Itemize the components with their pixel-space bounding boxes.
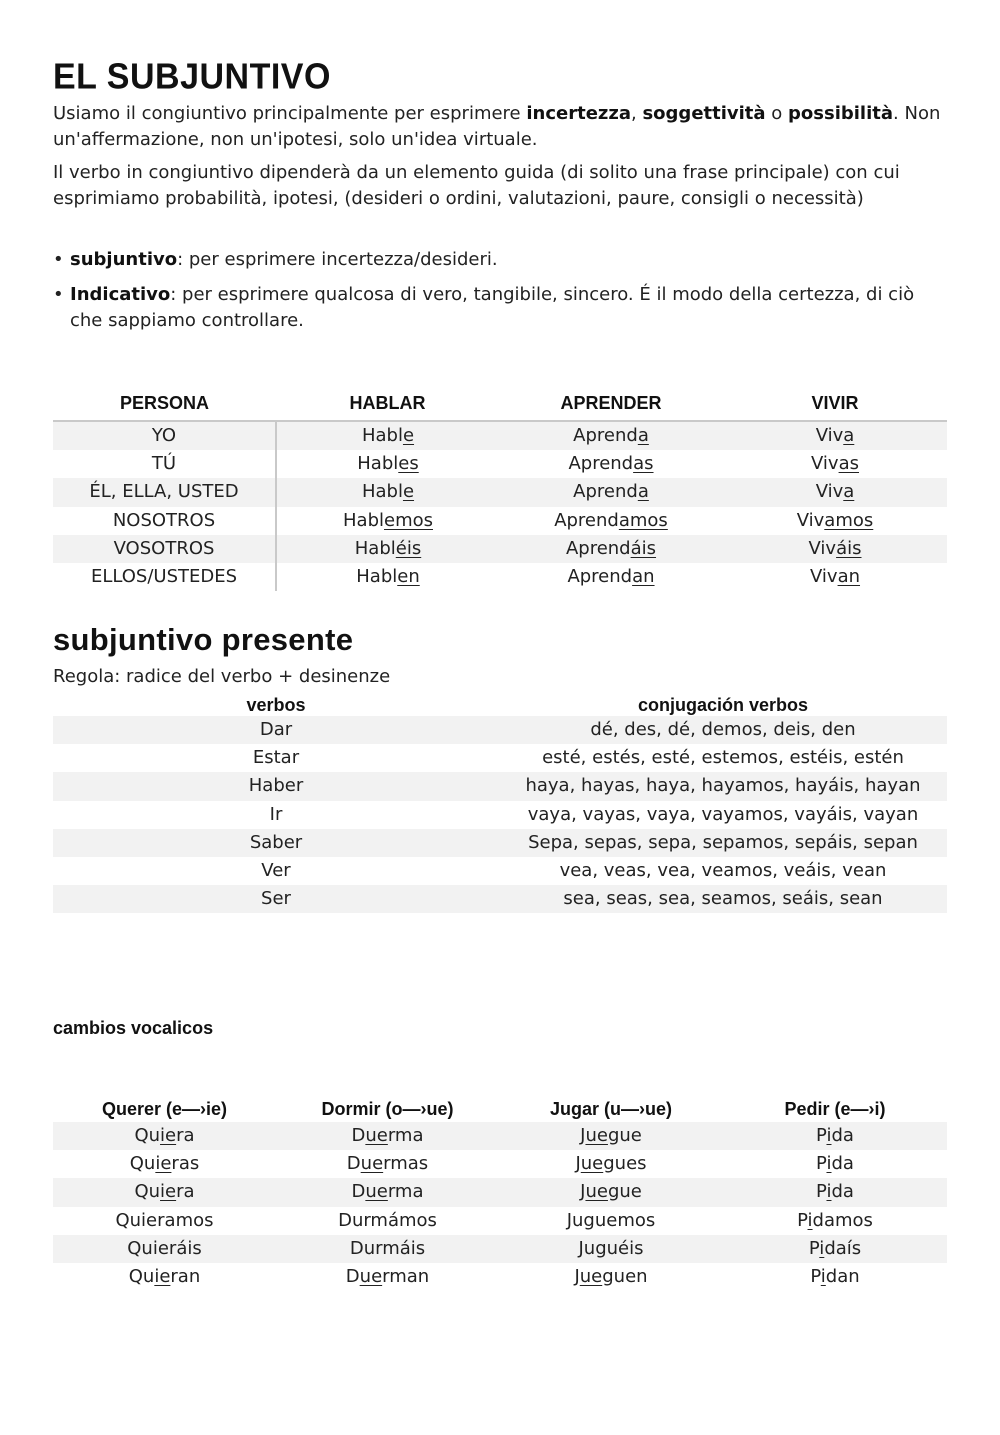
table-row [53, 1178, 947, 1206]
verb-ending: an [837, 566, 861, 588]
changed-vowel: i [807, 1209, 813, 1231]
col-header-verbos: verbos [246, 695, 306, 715]
word-part: rma [387, 1125, 424, 1147]
vowel-change-cell [276, 1263, 499, 1291]
persona-cell: YO [53, 421, 276, 450]
bullet-term: subjuntivo [70, 249, 178, 270]
conjugation-cell: haya, hayas, haya, hayamos, hayáis, hayan [499, 772, 947, 800]
vowel-change-cell [53, 1235, 276, 1263]
persona-cell: ÉL, ELLA, USTED [53, 478, 276, 506]
conjugation-cell [276, 450, 499, 478]
vowel-change-cell [723, 1178, 947, 1206]
table-row [53, 1207, 947, 1235]
verb-stem: Aprend [573, 425, 638, 447]
verb-cell: Haber [53, 772, 499, 800]
changed-vowel: ue [360, 1153, 384, 1175]
word-part: gue [607, 1181, 642, 1203]
word-part: gue [607, 1125, 642, 1147]
verb-cell: Dar [53, 716, 499, 744]
col-header-aprender: APRENDER [499, 380, 723, 421]
verb-stem: Habl [343, 509, 384, 531]
verb-ending: en [397, 566, 420, 588]
word-part: Durmáis [349, 1237, 426, 1259]
conjugation-cell: sea, seas, sea, seamos, seáis, sean [499, 885, 947, 913]
vowel-change-cell [723, 1235, 947, 1263]
keyword-possibilita: possibilità [788, 103, 894, 124]
bullet-indicativo [53, 282, 947, 334]
intro-paragraph-2: Il verbo in congiuntivo dipenderà da un elemento guida (di solito una frase principale) con cui esprimiamo probabilità, ipotesi, (desideri o ordini, valutazioni, paure, consigli o necessità) [53, 162, 900, 209]
changed-vowel: i [826, 1181, 832, 1203]
verb-ending: áis [836, 537, 862, 559]
verb-ending: a [637, 425, 649, 447]
verb-stem: Habl [356, 566, 398, 588]
vowel-change-cell [276, 1207, 499, 1235]
vowel-change-cell [276, 1150, 499, 1178]
conjugation-cell: vaya, vayas, vaya, vayamos, vayáis, vayan [527, 803, 919, 825]
conjugation-cell [499, 450, 723, 478]
vowel-change-cell [499, 1235, 723, 1263]
word-part: damos [812, 1209, 873, 1231]
conjugation-cell [723, 421, 947, 450]
changed-vowel: ue [579, 1266, 603, 1288]
word-part: D [351, 1125, 366, 1147]
word-part: Quieramos [115, 1209, 214, 1231]
verb-cell: Ir [269, 803, 283, 825]
vowel-change-cell [723, 1207, 947, 1235]
word-part: daís [824, 1237, 862, 1259]
verb-ending: amos [618, 509, 668, 531]
verb-cell: Estar [252, 747, 300, 769]
conjugation-cell: Sepa, sepas, sepa, sepamos, sepáis, sepan [499, 829, 947, 857]
changed-vowel: i [820, 1266, 826, 1288]
word-part: P [816, 1153, 827, 1175]
verb-ending: áis [630, 537, 657, 559]
table-row [53, 1235, 947, 1263]
word-part: da [831, 1181, 854, 1203]
vowel-change-cell [53, 1150, 276, 1178]
word-part: da [831, 1153, 854, 1175]
word-part: D [351, 1181, 366, 1203]
col-header-hablar: HABLAR [276, 380, 499, 421]
conjugation-cell [499, 478, 723, 506]
table-row [53, 1263, 947, 1291]
table-row [53, 421, 947, 450]
word-part: ra [176, 1181, 195, 1203]
table-row [53, 772, 947, 800]
vowel-change-cell [499, 1207, 723, 1235]
vowel-change-cell [499, 1178, 723, 1206]
bullet-term: Indicativo [70, 284, 171, 305]
intro-text: . Non un'affermazione, non un'ipotesi, solo un'idea virtuale. [53, 103, 941, 150]
col-header-querer: Querer (e—›ie) [101, 1099, 228, 1119]
vowel-change-cell [276, 1235, 499, 1263]
keyword-soggettivita: soggettività [642, 103, 766, 124]
verb-stem: Habl [357, 453, 399, 475]
vowel-change-cell [53, 1122, 276, 1150]
rule-text: Regola: radice del verbo + desinenze [53, 666, 391, 687]
word-part: Durmámos [338, 1209, 437, 1231]
verb-ending: e [402, 425, 415, 447]
table-row [53, 478, 947, 506]
section-title-subjuntivo-presente: subjuntivo presente [53, 622, 354, 657]
bullet-text: : per esprimere qualcosa di vero, tangibile, sincero. É il modo della certezza, di ciò che sappiamo controllare. [70, 284, 915, 331]
verb-ending: amos [824, 509, 874, 531]
col-header-dormir: Dormir (o—›ue) [321, 1099, 454, 1119]
changed-vowel: ie [160, 1181, 177, 1203]
word-part: Qu [134, 1181, 161, 1203]
vowel-change-cell [53, 1263, 276, 1291]
word-part: J [574, 1266, 580, 1288]
verb-cell: Ver [261, 860, 291, 882]
word-part: J [575, 1153, 581, 1175]
vowel-change-cell [723, 1263, 947, 1291]
verb-ending: an [632, 566, 655, 588]
table-row [53, 507, 947, 535]
verb-ending: as [633, 453, 654, 475]
verb-ending: emos [384, 509, 433, 531]
vowel-change-cell [53, 1207, 276, 1235]
changed-vowel: ue [365, 1181, 388, 1203]
verb-ending: a [637, 481, 649, 503]
vowel-change-cell [276, 1178, 499, 1206]
bullet-text: : per esprimere incertezza/desideri. [177, 249, 498, 270]
changed-vowel: ie [154, 1266, 171, 1288]
word-part: P [808, 1237, 820, 1259]
conjugation-cell [276, 478, 499, 506]
word-part: J [580, 1181, 586, 1203]
verb-ending: e [402, 481, 415, 503]
changed-vowel: ie [155, 1153, 172, 1175]
verb-stem: Aprend [565, 537, 631, 559]
word-part: rmas [383, 1153, 429, 1175]
changed-vowel: i [826, 1125, 832, 1147]
word-part: rman [382, 1266, 430, 1288]
vowel-change-cell [499, 1263, 723, 1291]
table-row [53, 885, 947, 913]
changed-vowel: ue [365, 1125, 388, 1147]
table-row [53, 829, 947, 857]
verb-stem: Viv [815, 425, 844, 447]
word-part: Juguemos [566, 1209, 656, 1231]
conjugation-cell: esté, estés, esté, estemos, estéis, estén [542, 747, 904, 769]
verb-stem: Habl [361, 481, 403, 503]
verb-stem: Habl [354, 537, 396, 559]
vowel-change-cell [276, 1122, 499, 1150]
word-part: da [831, 1125, 854, 1147]
word-part: rma [387, 1181, 424, 1203]
word-part: Juguéis [578, 1237, 644, 1259]
verb-stem: Aprend [573, 481, 638, 503]
word-part: Qu [134, 1125, 161, 1147]
changed-vowel: ue [359, 1266, 383, 1288]
conjugation-cell [499, 535, 723, 563]
conjugation-cell [723, 450, 947, 478]
verb-stem: Viv [809, 566, 838, 588]
verb-ending: éis [395, 537, 422, 559]
table-row [53, 716, 947, 744]
verb-ending: as [838, 453, 859, 475]
separator: o [765, 103, 789, 124]
col-header-persona: PERSONA [53, 380, 276, 421]
changed-vowel: i [819, 1237, 825, 1259]
vowel-change-cell [499, 1122, 723, 1150]
intro-text: Usiamo il congiuntivo principalmente per esprimere [53, 103, 527, 124]
word-part: ran [170, 1266, 201, 1288]
vowel-change-cell [499, 1150, 723, 1178]
conjugation-cell: dé, des, dé, demos, deis, den [499, 716, 947, 744]
vowel-changes-table [53, 1090, 947, 1291]
verb-ending: a [843, 425, 855, 447]
table-row [53, 535, 947, 563]
bullet-dot: • [53, 249, 64, 270]
conjugation-table-regular [53, 380, 947, 591]
col-header-vivir: VIVIR [723, 380, 947, 421]
persona-cell: ELLOS/USTEDES [53, 563, 276, 591]
conjugation-cell [499, 421, 723, 450]
conjugation-cell [723, 563, 947, 591]
verb-stem: Habl [361, 425, 403, 447]
conjugation-cell [723, 507, 947, 535]
verb-stem: Viv [811, 453, 839, 475]
verb-ending: es [398, 453, 419, 475]
intro-paragraph-1 [53, 101, 947, 153]
table-row [53, 1150, 947, 1178]
conjugation-cell [276, 421, 499, 450]
verb-cell: Saber [53, 829, 499, 857]
table-row [53, 450, 947, 478]
conjugation-cell [276, 563, 499, 591]
changed-vowel: ue [585, 1181, 608, 1203]
word-part: P [797, 1209, 808, 1231]
word-part: Qu [128, 1266, 155, 1288]
conjugation-cell [276, 535, 499, 563]
verb-cell: Ser [53, 885, 499, 913]
vowel-change-cell [53, 1178, 276, 1206]
irregular-verbs-table [53, 690, 947, 913]
conjugation-cell [723, 535, 947, 563]
col-header-jugar: Jugar (u—›ue) [549, 1099, 672, 1119]
separator: , [631, 103, 643, 124]
changed-vowel: ie [160, 1125, 177, 1147]
persona-cell: VOSOTROS [53, 535, 276, 563]
conjugation-cell [723, 478, 947, 506]
keyword-incertezza: incertezza [526, 103, 632, 124]
table-row [53, 744, 947, 772]
changed-vowel: ue [585, 1125, 608, 1147]
word-part: ra [176, 1125, 195, 1147]
verb-stem: Viv [815, 481, 844, 503]
word-part: Quieráis [127, 1237, 202, 1259]
conjugation-cell [499, 563, 723, 591]
col-header-conjugacion: conjugación verbos [637, 695, 809, 715]
bullet-subjuntivo [53, 247, 947, 273]
word-part: P [810, 1266, 821, 1288]
page-title: EL SUBJUNTIVO [53, 57, 331, 97]
verb-ending: a [843, 481, 855, 503]
verb-stem: Aprend [567, 566, 633, 588]
table-row [53, 1122, 947, 1150]
bullet-dot: • [53, 284, 64, 305]
table-row [53, 801, 947, 829]
word-part: P [816, 1125, 827, 1147]
table-row [53, 563, 947, 591]
conjugation-cell: vea, veas, vea, veamos, veáis, vean [559, 860, 887, 882]
word-part: dan [825, 1266, 860, 1288]
verb-stem: Viv [808, 537, 837, 559]
col-header-pedir: Pedir (e—›i) [784, 1099, 886, 1119]
word-part: P [816, 1181, 827, 1203]
persona-cell: TÚ [53, 450, 276, 478]
word-part: J [580, 1125, 586, 1147]
table-row [53, 857, 947, 885]
conjugation-cell [276, 507, 499, 535]
persona-cell: NOSOTROS [53, 507, 276, 535]
word-part: guen [602, 1266, 648, 1288]
verb-stem: Aprend [568, 453, 634, 475]
word-part: ras [171, 1153, 200, 1175]
changed-vowel: i [826, 1153, 832, 1175]
changed-vowel: ue [580, 1153, 604, 1175]
word-part: D [346, 1153, 361, 1175]
vowel-change-cell [723, 1122, 947, 1150]
word-part: gues [603, 1153, 647, 1175]
section-title-cambios-vocalicos: cambios vocalicos [53, 1018, 214, 1038]
word-part: D [345, 1266, 360, 1288]
verb-stem: Aprend [554, 509, 619, 531]
verb-stem: Viv [796, 509, 825, 531]
word-part: Qu [129, 1153, 156, 1175]
vowel-change-cell [723, 1150, 947, 1178]
conjugation-cell [499, 507, 723, 535]
